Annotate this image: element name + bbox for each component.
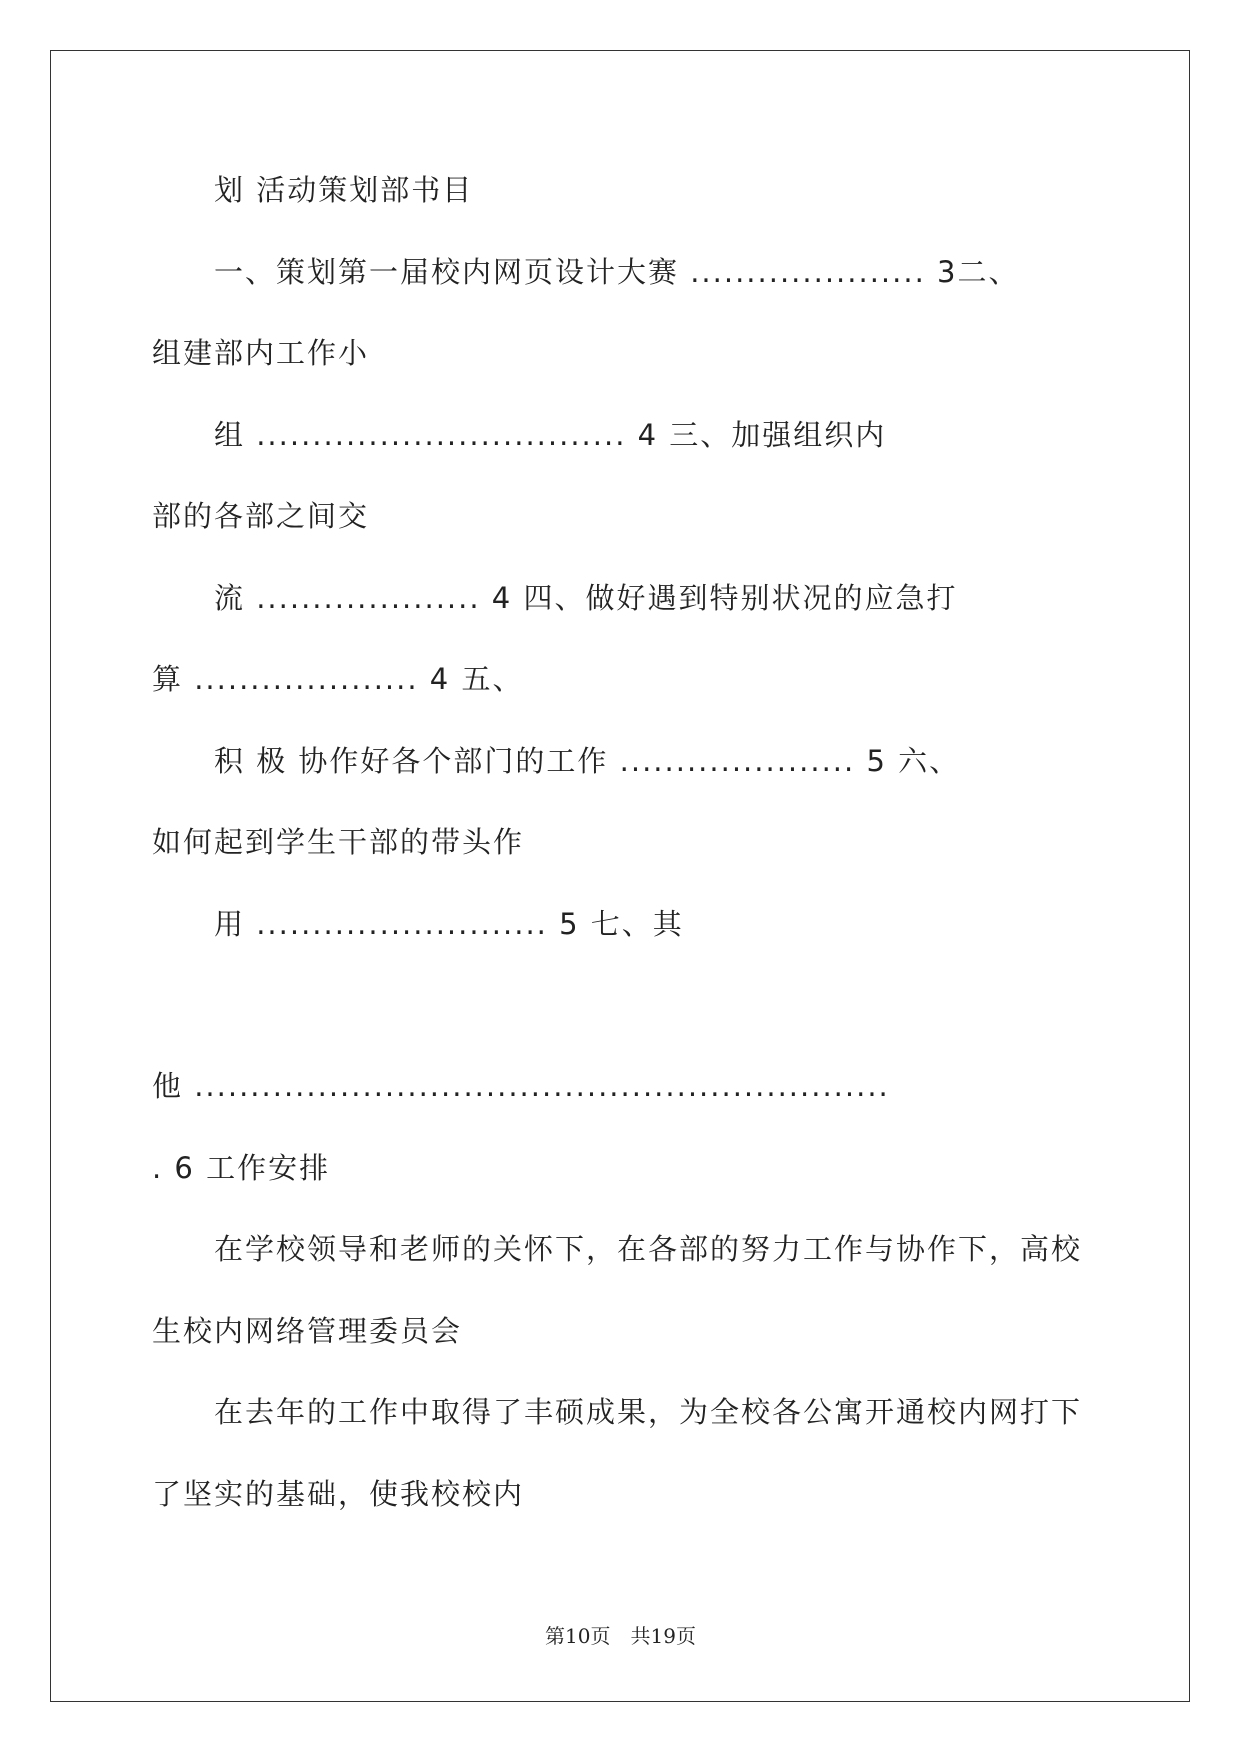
body-paragraph-line: 生校内网络管理委员会 [152, 1314, 463, 1348]
body-paragraph-line: 了坚实的基础，使我校校内 [152, 1477, 525, 1511]
page-border [50, 50, 1190, 1702]
page-number-footer: 第10页 共19页 [545, 1624, 696, 1648]
toc-entry-line: 用 .......................... 5 七、其 [214, 907, 684, 941]
toc-entry-line: 积 极 协作好各个部门的工作 ..................... 5 六、 [214, 744, 961, 778]
toc-entry-line: 流 .................... 4 四、做好遇到特别状况的应急打 [214, 581, 958, 615]
body-paragraph-line: 在学校领导和老师的关怀下，在各部的努力工作与协作下，高校 [214, 1232, 1083, 1266]
toc-entry-line: 组建部内工作小 [152, 336, 370, 370]
toc-entry-line: 部的各部之间交 [152, 499, 370, 533]
toc-entry-line: 算 .................... 4 五、 [152, 662, 524, 696]
body-paragraph-line: 在去年的工作中取得了丰硕成果，为全校各公寓开通校内网打下 [214, 1395, 1083, 1429]
toc-entry-line: 如何起到学生干部的带头作 [152, 825, 525, 859]
toc-entry-line: 他 .............................................................. [152, 1069, 890, 1103]
toc-entry-line: . 6 工作安排 [152, 1151, 331, 1185]
toc-entry-line: 一、策划第一届校内网页设计大赛 ..................... 3二、 [214, 255, 1020, 289]
toc-entry-line: 组 ................................. 4 三、加强组织内 [214, 418, 887, 452]
toc-title-line: 划 活动策划部书目 [214, 173, 474, 207]
